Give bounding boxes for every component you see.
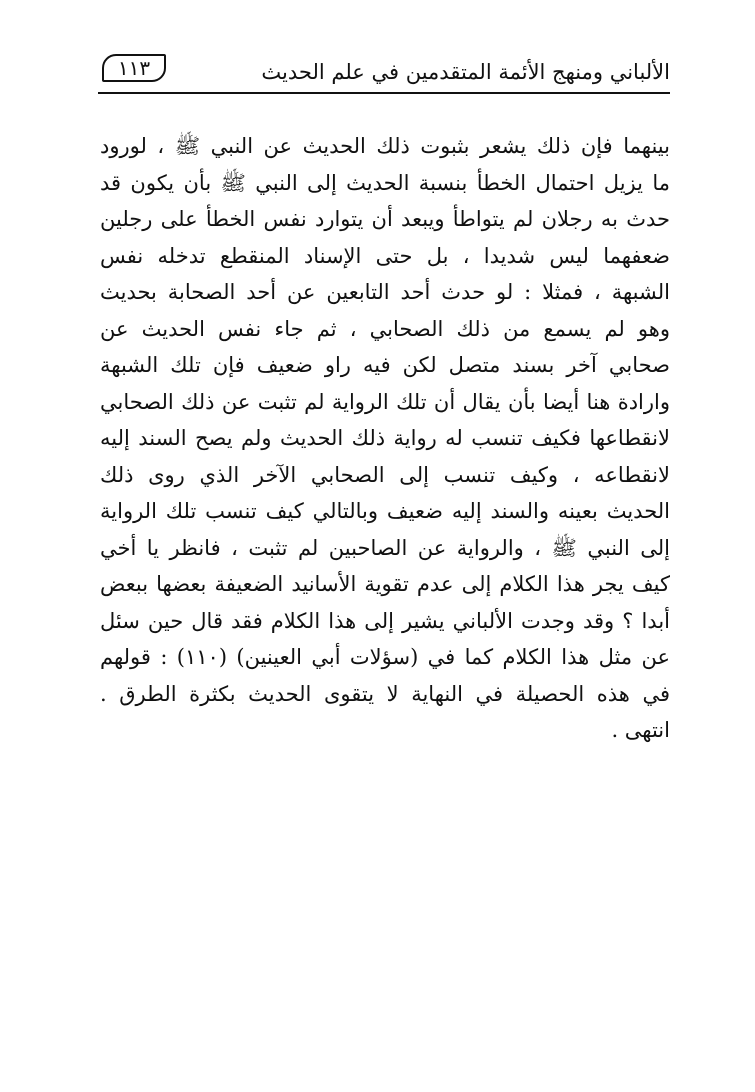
text-line-2: ما يزيل احتمال الخطأ بنسبة الحديث إلى النبي ﷺ بأن يكون قد xyxy=(100,170,670,195)
text-line-16: في هذه الحصيلة في النهاية لا يتقوى الحديث بكثرة الطرق . xyxy=(100,681,670,706)
text-line-9: لانقطاعها فكيف تنسب له رواية ذلك الحديث ولم يصح السند إليه xyxy=(100,426,670,450)
body-text xyxy=(100,128,670,749)
text-line-5: الشبهة ، فمثلا : لو حدث أحد التابعين عن أحد الصحابة بحديث xyxy=(100,280,670,304)
text-line-10: لانقطاعه ، وكيف تنسب إلى الصحابي الآخر الذي روى ذلك xyxy=(100,462,670,487)
text-line-17: انتهى . xyxy=(611,718,670,742)
text-line-4: ضعفهما ليس شديدا ، بل حتى الإسناد المنقطع تدخله نفس xyxy=(100,243,670,268)
text-line-12: إلى النبي ﷺ ، والرواية عن الصاحبين لم تثبت ، فانظر يا أخي xyxy=(100,535,670,560)
text-line-1: بينهما فإن ذلك يشعر بثبوت ذلك الحديث عن النبي ﷺ ، لورود xyxy=(100,134,670,158)
text-line-7: صحابي آخر بسند متصل لكن فيه راو ضعيف فإن تلك الشبهة xyxy=(100,353,670,377)
text-line-14: أبدا ؟ وقد وجدت الألباني يشير إلى هذا الكلام فقد قال حين سئل xyxy=(100,608,670,633)
text-line-13: كيف يجر هذا الكلام إلى عدم تقوية الأسانيد الضعيفة بعضها ببعض xyxy=(100,572,670,596)
page-number: ١١٣ xyxy=(102,54,166,82)
text-line-15: عن مثل هذا الكلام كما في (سؤلات أبي العينين) (١١٠) : قولهم xyxy=(100,645,670,669)
text-line-8: وارادة هنا أيضا بأن يقال أن تلك الرواية لم تثبت عن ذلك الصحابي xyxy=(100,389,670,414)
text-line-3: حدث به رجلان لم يتواطأ ويبعد أن يتوارد نفس الخطأ على رجلين xyxy=(100,207,670,231)
text-line-6: وهو لم يسمع من ذلك الصحابي ، ثم جاء نفس الحديث عن xyxy=(100,316,671,341)
text-line-11: الحديث بعينه والسند إليه ضعيف وبالتالي كيف تنسب تلك الرواية xyxy=(100,499,670,523)
running-title: الألباني ومنهج الأئمة المتقدمين في علم الحديث xyxy=(261,60,670,84)
page-header xyxy=(98,54,670,94)
header-divider xyxy=(98,92,670,94)
